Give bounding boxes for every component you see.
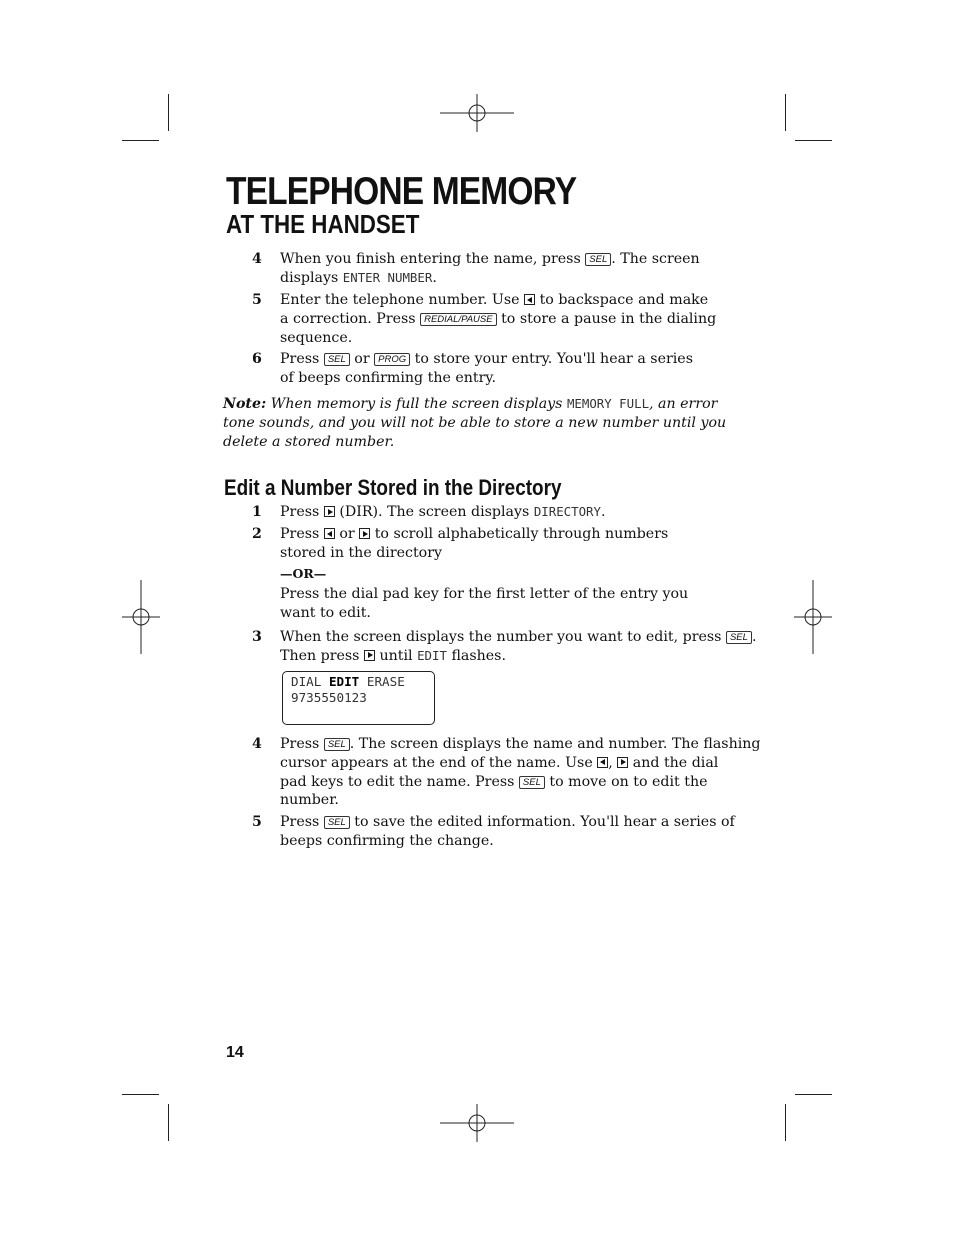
step-text: , — [608, 754, 613, 771]
section-heading: Edit a Number Stored in the Directory — [224, 475, 562, 500]
page-number: 14 — [226, 1044, 244, 1061]
step-text: to move on to edit the — [549, 773, 708, 790]
step-text: cursor appears at the end of the name. Use — [280, 754, 593, 771]
crop-mark — [122, 140, 159, 141]
page-subtitle: AT THE HANDSET — [226, 209, 420, 239]
step-text: want to edit. — [280, 605, 371, 622]
step-text: beeps confirming the change. — [280, 832, 494, 849]
step-text: stored in the directory — [280, 544, 443, 561]
step-text: to save the edited information. You'll hear a series of — [354, 814, 735, 830]
memory-full-note — [223, 395, 727, 451]
step-text: of beeps confirming the entry. — [280, 369, 497, 386]
step-text: to backspace and make — [539, 292, 709, 308]
crop-mark — [122, 1094, 159, 1095]
left-arrow-key-icon — [597, 757, 608, 768]
step-text: number. — [280, 792, 339, 809]
right-arrow-key-icon — [324, 506, 335, 517]
screen-menu-erase: ERASE — [366, 674, 405, 689]
step-text: Press — [280, 504, 320, 520]
sel-key-icon: SEL — [585, 253, 611, 266]
step-text: . — [432, 269, 437, 286]
registration-mark-icon — [440, 76, 514, 150]
crop-mark — [785, 94, 786, 131]
lcd-text: EDIT — [417, 647, 447, 663]
step-text: sequence. — [280, 329, 353, 346]
step-text: flashes. — [451, 647, 506, 664]
note-text: tone sounds, and you will not be able to store a new number until you — [223, 414, 727, 431]
step-number: 6 — [252, 351, 262, 367]
sel-key-icon: SEL — [324, 738, 350, 751]
lcd-text: DIRECTORY — [533, 504, 601, 519]
step-text: until — [379, 647, 413, 664]
crop-mark — [795, 140, 832, 141]
step-text: Press the dial pad key for the first letter of the entry you — [280, 586, 689, 603]
note-label: Note: — [223, 396, 267, 412]
screen-number: 9735550123 — [291, 690, 367, 705]
step-text: and the dial — [632, 754, 719, 771]
step-text: to store your entry. You'll hear a series — [414, 351, 693, 367]
step-text: Press — [280, 814, 320, 830]
step-text: . — [600, 504, 606, 520]
note-text: When memory is full the screen displays — [270, 396, 563, 412]
step-number: 5 — [252, 814, 262, 830]
sel-key-icon: SEL — [726, 631, 752, 644]
sel-key-icon: SEL — [519, 776, 545, 789]
left-arrow-key-icon — [524, 294, 535, 305]
crop-mark — [795, 1094, 832, 1095]
step-text: a correction. Press — [280, 310, 416, 327]
screen-menu-edit: EDIT — [328, 674, 360, 689]
step-text: Then press — [280, 647, 360, 664]
lcd-text: ENTER NUMBER — [342, 269, 433, 285]
step-text: to scroll alphabetically through numbers — [374, 526, 669, 542]
step-text: displays — [280, 269, 339, 286]
prog-key-icon: PROG — [374, 353, 410, 366]
sel-key-icon: SEL — [324, 816, 350, 829]
step-text: Press — [280, 351, 320, 367]
step-number: 4 — [252, 251, 262, 267]
step-text: When the screen displays the number you want to edit, press — [280, 629, 722, 645]
step-number: 1 — [252, 504, 262, 520]
or-separator: —OR— — [280, 565, 327, 581]
handset-screen-display — [282, 671, 435, 725]
step-text: . The screen — [611, 251, 700, 267]
step-number: 3 — [252, 629, 262, 645]
step-text: (DIR). The screen displays — [339, 504, 530, 520]
step-text: to store a pause in the dialing — [501, 310, 717, 327]
left-arrow-key-icon — [324, 528, 335, 539]
step-text: pad keys to edit the name. Press — [280, 773, 515, 790]
crop-mark — [168, 94, 169, 131]
step-number: 2 — [252, 526, 262, 542]
step-number: 5 — [252, 292, 262, 308]
step-number: 4 — [252, 736, 262, 752]
note-text: delete a stored number. — [223, 433, 395, 450]
redial-pause-key-icon: REDIAL/PAUSE — [420, 313, 496, 326]
step-text: Press — [280, 526, 320, 542]
step-text: . — [751, 629, 757, 645]
right-arrow-key-icon — [364, 650, 375, 661]
step-text: . The screen displays the name and number. The flashing — [349, 736, 761, 752]
screen-menu-dial: DIAL — [291, 674, 322, 689]
crop-mark — [168, 1104, 169, 1141]
step-text: or — [354, 351, 370, 367]
crop-mark — [785, 1104, 786, 1141]
note-text: , an error — [649, 396, 718, 412]
step-text: When you finish entering the name, press — [280, 251, 581, 267]
step-text: or — [339, 526, 355, 542]
registration-mark-icon — [104, 580, 178, 654]
page-title: TELEPHONE MEMORY — [226, 170, 577, 213]
right-arrow-key-icon — [617, 757, 628, 768]
registration-mark-icon — [440, 1086, 514, 1160]
step-text: Press — [280, 736, 320, 752]
right-arrow-key-icon — [359, 528, 370, 539]
sel-key-icon: SEL — [324, 353, 350, 366]
registration-mark-icon — [776, 580, 850, 654]
step-text: Enter the telephone number. Use — [280, 292, 520, 308]
lcd-text: MEMORY FULL — [566, 396, 650, 411]
